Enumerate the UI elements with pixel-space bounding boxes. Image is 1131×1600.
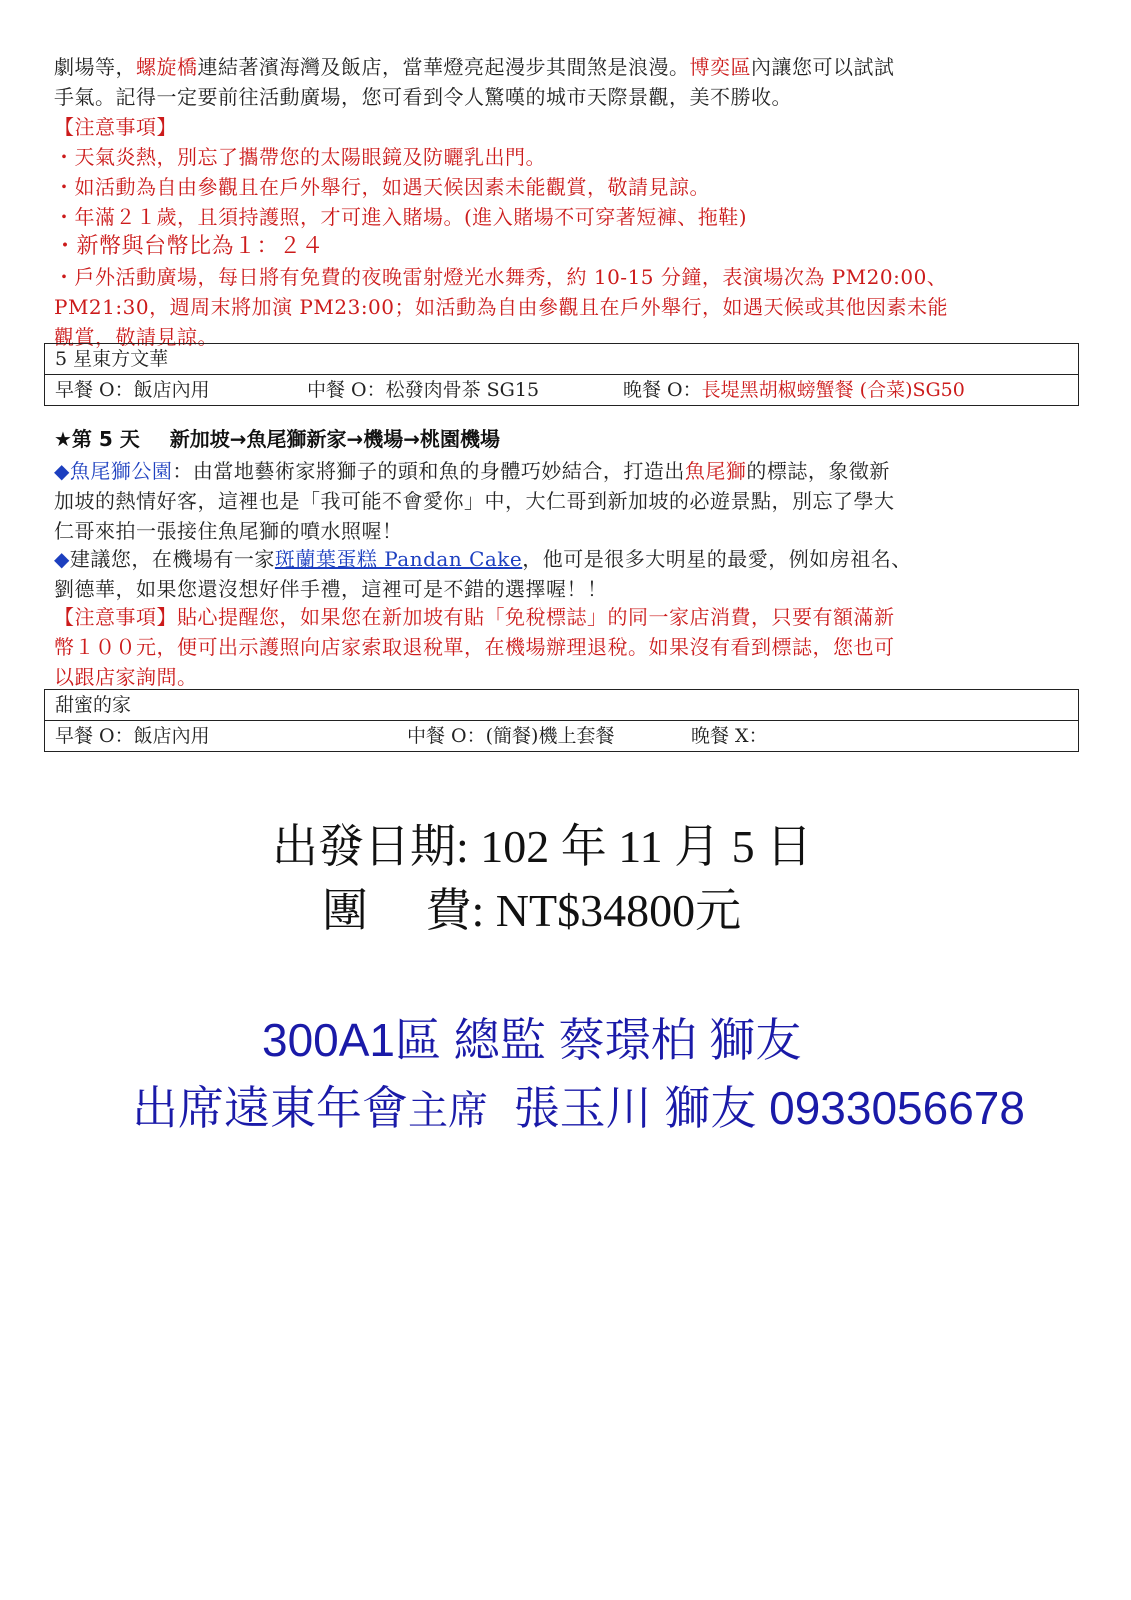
hotel-name: 甜蜜的家 bbox=[55, 694, 132, 716]
merlion-paragraph: ◆魚尾獅公園：由當地藝術家將獅子的頭和魚的身體巧妙結合，打造出魚尾獅的標誌，象徵新 加坡的熱情好客，這裡也是「我可能不會愛你」中，大仁哥到新加坡的必遊景點，別忘了學大 仁哥來拍一張接住魚尾獅的噴水照喔！ bbox=[54, 459, 895, 543]
director-signature: 300A1區 總監 蔡璟柏 獅友 bbox=[262, 1014, 802, 1066]
casino-highlight: 博奕區 bbox=[689, 55, 751, 79]
notes-section-2: 【注意事項】貼心提醒您，如果您在新加坡有貼「免稅標誌」的同一家店消費，只要有額滿新 幣１００元，便可出示護照向店家索取退稅單，在機場辦理退稅。如果沒有看到標誌，您也可 以跟店家詢問。 bbox=[54, 605, 895, 689]
diamond-bullet-icon: ◆ bbox=[54, 459, 70, 483]
tour-fee bbox=[322, 882, 741, 940]
pandan-cake-link[interactable]: 斑蘭葉蛋糕 Pandan Cake bbox=[274, 547, 523, 571]
lunch: 中餐 O：(簡餐)機上套餐 bbox=[407, 725, 615, 747]
intro-paragraph bbox=[54, 52, 1074, 112]
note-item: ・新幣與台幣比為１：２４ bbox=[54, 234, 325, 259]
note-item: ・天氣炎熱，別忘了攜帶您的太陽眼鏡及防曬乳出門。 bbox=[54, 145, 546, 169]
intro-line-2: 手氣。記得一定要前往活動廣場，您可看到令人驚嘆的城市天際景觀，美不勝收。 bbox=[54, 85, 792, 109]
departure-date: 出發日期: 102 年 11 月 5 日 bbox=[272, 821, 813, 872]
day5-title: ★第 5 天 bbox=[54, 427, 140, 451]
dinner: 晚餐 X： bbox=[691, 725, 768, 747]
notes-section-1 bbox=[54, 112, 1074, 352]
lunch: 中餐 O：松發肉骨茶 SG15 bbox=[307, 379, 540, 401]
note-item-laser-show: ・戶外活動廣場，每日將有免費的夜晚雷射燈光水舞秀，約 10-15 分鐘，表演場次為 PM20:00、 PM21:30，週周末將加演 PM23:00；如活動為自由參觀且在戶外舉行，如遇天候或其他因素未能 觀賞，敬請見諒。 bbox=[54, 265, 949, 349]
hotel-row bbox=[45, 344, 1078, 374]
note-item: ・年滿２１歲，且須持護照，才可進入賭場。(進入賭場不可穿著短褲、拖鞋) bbox=[54, 205, 748, 229]
dinner: 晚餐 O：長堤黑胡椒螃蟹餐 (合菜)SG50 bbox=[623, 379, 965, 401]
diamond-bullet-icon: ◆ bbox=[54, 547, 70, 571]
meals-row bbox=[45, 720, 1078, 751]
note-item: ・如活動為自由參觀且在戶外舉行，如遇天候因素未能觀賞，敬請見諒。 bbox=[54, 175, 710, 199]
pandan-paragraph: ◆建議您，在機場有一家斑蘭葉蛋糕 Pandan Cake，他可是很多大明星的最愛，例如房祖名、 劉德華，如果您還沒想好伴手禮，這裡可是不錯的選擇喔！！ bbox=[54, 547, 912, 601]
day5-heading bbox=[54, 424, 500, 454]
day5-route: 新加坡→魚尾獅新家→機場→桃園機場 bbox=[169, 427, 501, 451]
merlion-park-name: 魚尾獅公園 bbox=[69, 459, 173, 483]
breakfast: 早餐 O：飯店內用 bbox=[55, 379, 210, 401]
hotel-name: 5 星東方文華 bbox=[55, 348, 169, 370]
notes-header: 【注意事項】 bbox=[54, 115, 177, 139]
day5-accommodation-table bbox=[44, 689, 1079, 752]
meals-row bbox=[45, 374, 1078, 405]
chairman-signature: 出席遠東年會主席 張玉川 獅友 0933056678 bbox=[132, 1082, 1025, 1134]
intro-line-1: 劇場等，螺旋橋連結著濱海灣及飯店，當華燈亮起漫步其間煞是浪漫。博奕區內讓您可以試試 bbox=[54, 55, 895, 79]
hotel-row bbox=[45, 690, 1078, 720]
tour-fee-value: NT$34800元 bbox=[495, 885, 742, 936]
day4-accommodation-table bbox=[44, 343, 1079, 406]
spiral-bridge-highlight: 螺旋橋 bbox=[136, 55, 198, 79]
breakfast: 早餐 O：飯店內用 bbox=[55, 725, 210, 747]
tour-fee-label: 團 費: bbox=[322, 885, 485, 936]
